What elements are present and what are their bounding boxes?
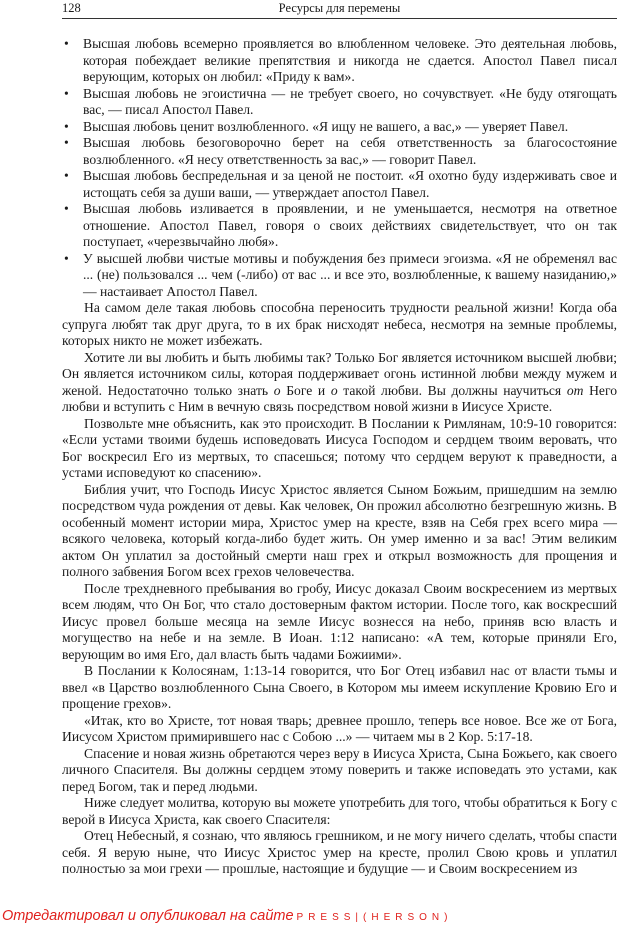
list-item-text: Высшая любовь всемерно проявляется во влюбленном человеке. Это деятельная любовь, которая побеждает великие препятствия и никогда не сдается. Апостол Павел писал верующим, которых он любил: «Приду к вам».: [83, 36, 617, 84]
bullet-icon: •: [64, 168, 69, 183]
paragraph: «Итак, кто во Христе, тот новая тварь; древнее прошло, теперь все новое. Все же от Бога, Иисусом Христом примирившего нас с Собою ...» — читаем мы в 2 Кор. 5:17-18.: [62, 712, 617, 744]
list-item-text: Высшая любовь изливается в проявлении, и не уменьшается, несмотря на ответное отношение. Апостол Павел, говоря о своих действиях свидетельствует, что он так поступает, «черезвычайно любя».: [83, 201, 617, 249]
list-item: [62, 251, 617, 301]
list-item-text: Высшая любовь беспредельная и за ценой не постоит. «Я охотно буду издерживать свое и истощать себя за души ваши, — утверждает апостол Павел.: [83, 168, 617, 200]
emphasis: о: [330, 382, 338, 398]
bullet-icon: •: [64, 36, 69, 51]
paragraph: На самом деле такая любовь способна переносить трудности реальной жизни! Когда оба супруга любят так друг друга, то в их брак нисходят небеса, несмотря на земные проблемы, которых никто не может избежать.: [62, 300, 617, 348]
text: Него любви и вступить с Ним в вечную связь посредством новой жизни в Иисусе Христе.: [62, 382, 617, 414]
paragraph: Спасение и новая жизнь обретаются через веру в Иисуса Христа, Сына Божьего, как своего личного Спасителя. Вы должны сердцем этому поверить и также исповедать это устами, как перед Богом, так и перед людьми.: [62, 745, 617, 794]
page-body: [62, 36, 617, 878]
paragraph: Библия учит, что Господь Иисус Христос является Сыном Божьим, пришедшим на землю посредством чуда рождения от девы. Как человек, Он прожил абсолютно безгрешную жизнь. В особенный момент истории мира, Христос умер на кресте, взяв на Себя грех всего мира — всякого человека, который когда-либо будет жить. Он умер именно и за вас! Этим великим актом Он уплатил за достойный смерти наш грех и открыл возможность для прощения и полного забвения Богом всех грехов человечества.: [62, 481, 617, 579]
bullet-icon: •: [64, 118, 69, 134]
bullet-icon: •: [64, 135, 69, 150]
list-item-text: У высшей любви чистые мотивы и побуждения без примеси эгоизма. «Я не обременял вас ... (не) пользовался ... чем (-либо) от вас ... и все это, возлюбленные, к вашему назиданию,» — настаивает Апостол Павел.: [83, 250, 617, 299]
list-item: [62, 119, 617, 136]
list-item: [62, 168, 617, 201]
footer-text: Отредактировал и опубликовал на сайте: [2, 908, 294, 924]
page-number: 128: [62, 1, 81, 15]
list-item-text: Высшая любовь ценит возлюбленного. «Я ищу не вашего, а вас,» — уверяет Павел.: [83, 118, 569, 134]
running-title: Ресурсы для перемены: [278, 1, 401, 15]
paragraph: Позвольте мне объяснить, как это происходит. В Послании к Римлянам, 10:9-10 говорится: «Если устами твоими будешь исповедовать Иисуса Господом и сердцем твоим веровать, что Бог воскресил Его из мертвых, то спасешься; потому что сердцем веруют к праведности, а устами исповедуют ко спасению».: [62, 415, 617, 480]
page-header: [62, 0, 617, 19]
paragraph: В Послании к Колосянам, 1:13-14 говорится, что Бог Отец избавил нас от власти тьмы и ввел «в Царство возлюбленного Сына Своего, в Котором мы имеем искупление Кровию Его и прощение грехов».: [62, 663, 617, 711]
list-item: [62, 36, 617, 86]
emphasis: о: [273, 382, 281, 398]
list-item: [62, 201, 617, 251]
bullet-list: [62, 36, 617, 300]
paragraph: После трехдневного пребывания во гробу, Иисус доказал Своим воскресением из мертвых всем людям, что Он Бог, что стало достоверным фактом истории. После того, как воскресший Иисус провел больше месяца на земле Иисус вознесся на небо, приняв всю власть и могущество на небе и на земле. В Иоан. 1:12 написано: «А тем, которые приняли Его, верующим во имя Его, дал власть быть чадами Божиими».: [62, 580, 617, 662]
site-name[interactable]: PRESS|(HERSON): [296, 912, 453, 923]
publisher-footer: [2, 908, 452, 924]
list-item: [62, 86, 617, 119]
text: Хотите ли вы любить и быть любимы так? Только Бог является источником высшей любви; Он является источником силы, которая поддерживает огонь истинной любви между мужем и женой. Недостаточно только знать: [62, 349, 617, 398]
bullet-icon: •: [64, 85, 69, 101]
bullet-icon: •: [64, 201, 69, 216]
text: такой любви. Вы должны научиться: [337, 382, 567, 398]
bullet-icon: •: [64, 250, 69, 266]
paragraph: [62, 350, 617, 416]
paragraph: Ниже следует молитва, которую вы можете употребить для того, чтобы обратиться к Богу с верой в Иисуса Христа, как своего Спасителя:: [62, 795, 617, 827]
text: Боге и: [280, 382, 331, 398]
list-item-text: Высшая любовь не эгоистична — не требует своего, но сочувствует. «Не буду отягощать вас, — писал Апостол Павел.: [83, 85, 617, 117]
paragraph: Отец Небесный, я сознаю, что являюсь грешником, и не могу ничего сделать, чтобы спасти себя. Я верую ныне, что Иисус Христос умер на кресте, пролил Свою кровь и уплатил полностью за мои грехи — прошлые, настоящие и будущие — и Своим воскресением из: [62, 828, 617, 876]
list-item: [62, 135, 617, 168]
list-item-text: Высшая любовь безоговорочно берет на себя ответственность за благосостояние возлюбленного. «Я несу ответственность за вас,» — говорит Павел.: [83, 135, 617, 167]
emphasis: от: [566, 382, 584, 398]
